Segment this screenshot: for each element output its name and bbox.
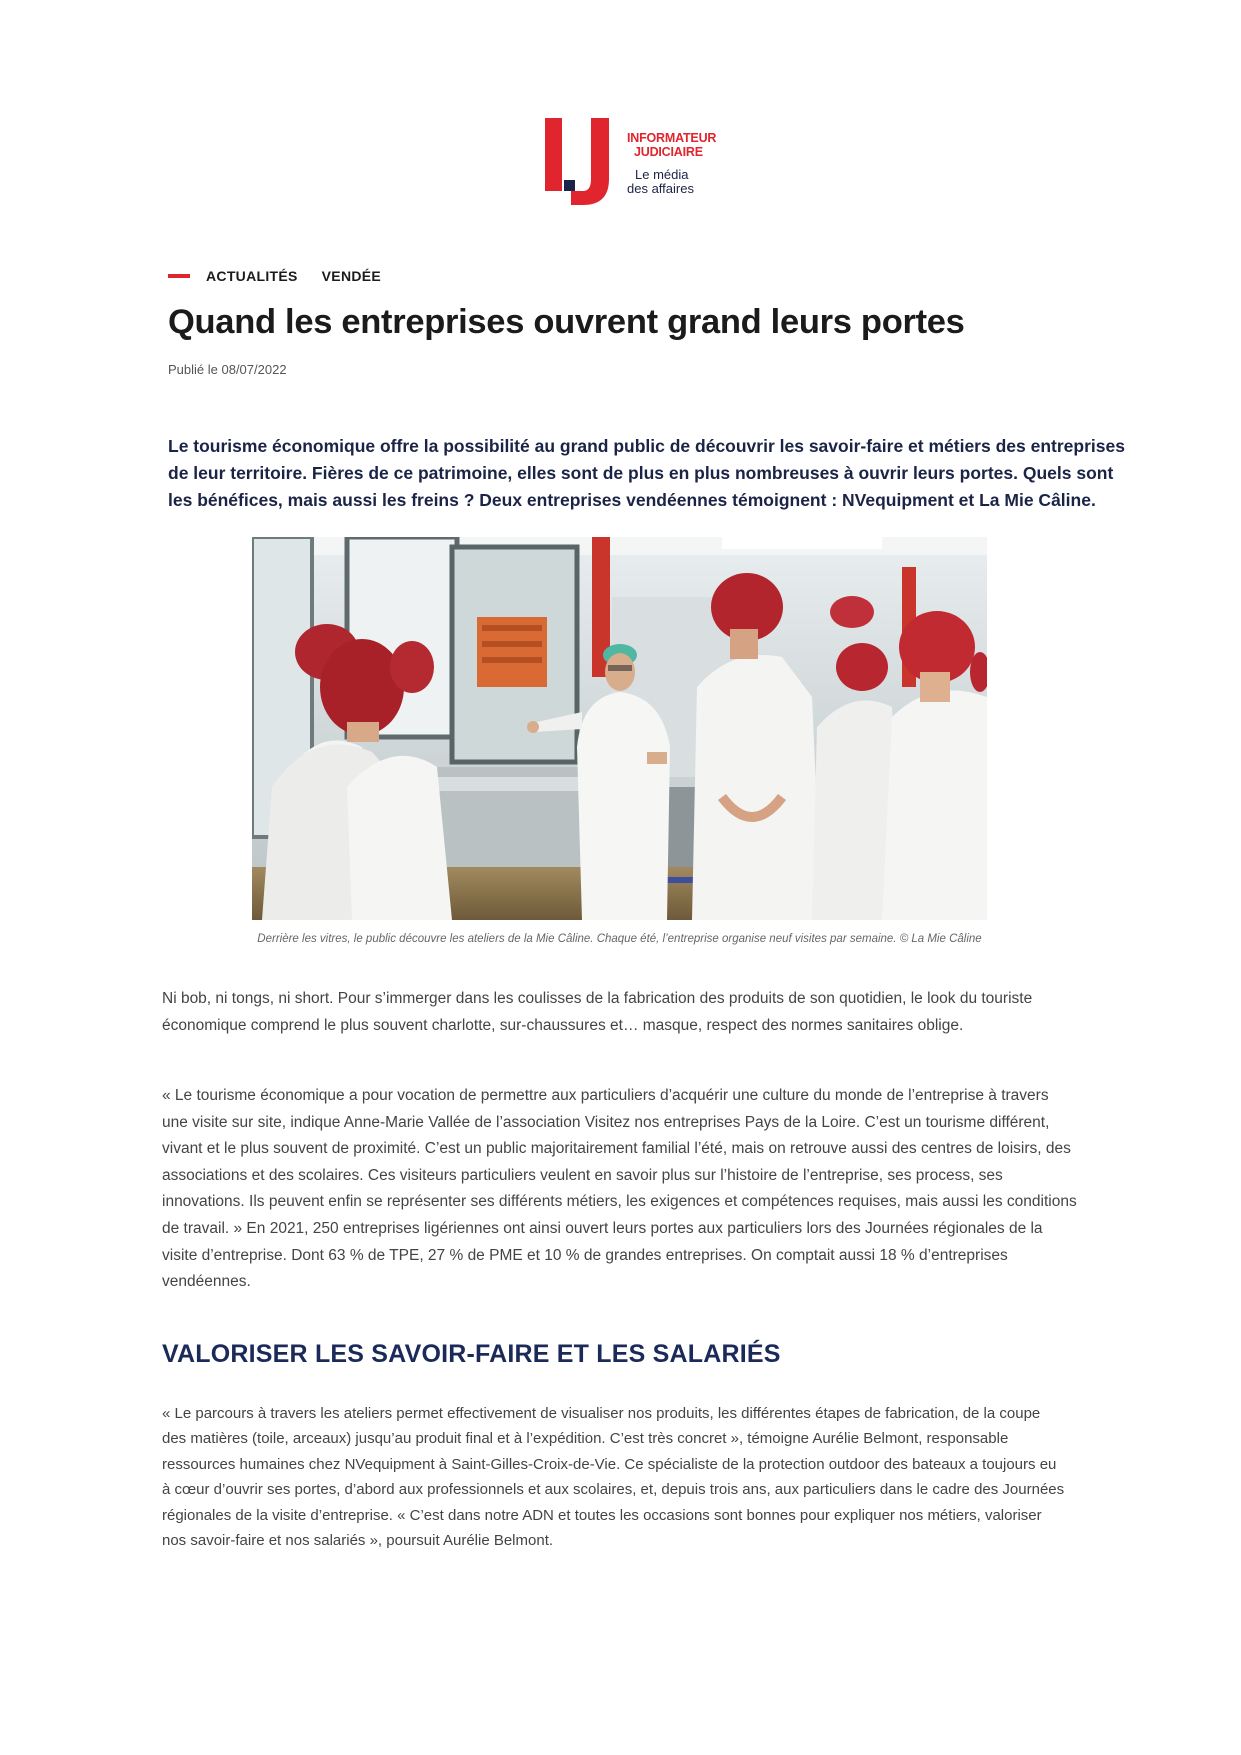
logo-brand-line-1: INFORMATEUR xyxy=(627,131,717,145)
category-tags xyxy=(168,266,381,286)
article-title: Quand les entreprises ouvrent grand leurs portes xyxy=(168,303,965,341)
accent-dash xyxy=(168,274,190,278)
body-paragraph-2: « Le tourisme économique a pour vocation de permettre aux particuliers d’acquérir une culture du monde de l’entreprise à travers une visite sur site, indique Anne-Marie Vallée de l’association Visitez nos entreprises Pays de la Loire. C’est un tourisme différent, vivant et le plus souvent de proximité. C’est un public majoritairement familial l’été, mais on retrouve aussi des centres de loisirs, des associations et des scolaires. Ces visiteurs particuliers veulent en savoir plus sur l’histoire de l’entreprise, ses process, ses innovations. Ils peuvent enfin se représenter ses différents métiers, les exigences et compétences requises, mais aussi les conditions de travail. » En 2021, 250 entreprises ligériennes ont ainsi ouvert leurs portes aux particuliers lors des Journées régionales de la visite d’entreprise. Dont 63 % de TPE, 27 % de PME et 10 % de grandes entreprises. On comptait aussi 18 % d’entreprises vendéennes. xyxy=(162,1087,1077,1291)
logo-tagline-2: des affaires xyxy=(627,181,694,196)
article-lede: Le tourisme économique offre la possibilité au grand public de découvrir les savoir-faire et métiers des entreprises de leur territoire. Fières de ce patrimoine, elles sont de plus en plus nombreuses à ouvrir leurs portes. Quels sont les bénéfices, mais aussi les freins ? Deux entreprises vendéennes témoignent : NVequipment et La Mie Câline. xyxy=(168,436,1125,510)
photo-caption: Derrière les vitres, le public découvre les ateliers de la Mie Câline. Chaque été, l’entreprise organise neuf visites par semaine. © La Mie Câline xyxy=(257,933,982,945)
body-paragraph-1: Ni bob, ni tongs, ni short. Pour s’immerger dans les coulisses de la fabrication des produits de son quotidien, le look du touriste économique comprend le plus souvent charlotte, sur-chaussures et… masque, respect des normes sanitaires oblige. xyxy=(162,990,1033,1034)
logo-tagline-1: Le média xyxy=(635,167,689,182)
article-photo xyxy=(252,537,987,920)
publish-date: Publié le 08/07/2022 xyxy=(168,362,287,377)
section-paragraph: « Le parcours à travers les ateliers permet effectivement de visualiser nos produits, les différentes étapes de fabrication, de la coupe des matières (toile, arceaux) jusqu’au produit final et à l’expédition. C’est très concret », témoigne Aurélie Belmont, responsable ressources humaines chez NVequipment à Saint-Gilles-Croix-de-Vie. Ce spécialiste de la protection outdoor des bateaux a toujours eu à cœur d’ouvrir ses portes, d’abord aux professionnels et aux scolaires, et, depuis trois ans, aux particuliers dans le cadre des Journées régionales de la visite d’entreprise. « C’est dans notre ADN et toutes les occasions sont bonnes pour expliquer nos métiers, valoriser nos savoir-faire et nos salariés », poursuit Aurélie Belmont. xyxy=(162,1405,1065,1550)
factory-visit-photo xyxy=(252,537,987,920)
category-link-actualites[interactable]: ACTUALITÉS xyxy=(206,268,298,284)
site-logo[interactable] xyxy=(545,117,717,209)
category-link-vendee[interactable]: VENDÉE xyxy=(321,268,382,284)
ij-logo-mark xyxy=(545,117,629,209)
logo-brand-line-2: JUDICIAIRE xyxy=(634,145,703,159)
section-heading: VALORISER LES SAVOIR-FAIRE ET LES SALARIÉS xyxy=(162,1340,781,1368)
